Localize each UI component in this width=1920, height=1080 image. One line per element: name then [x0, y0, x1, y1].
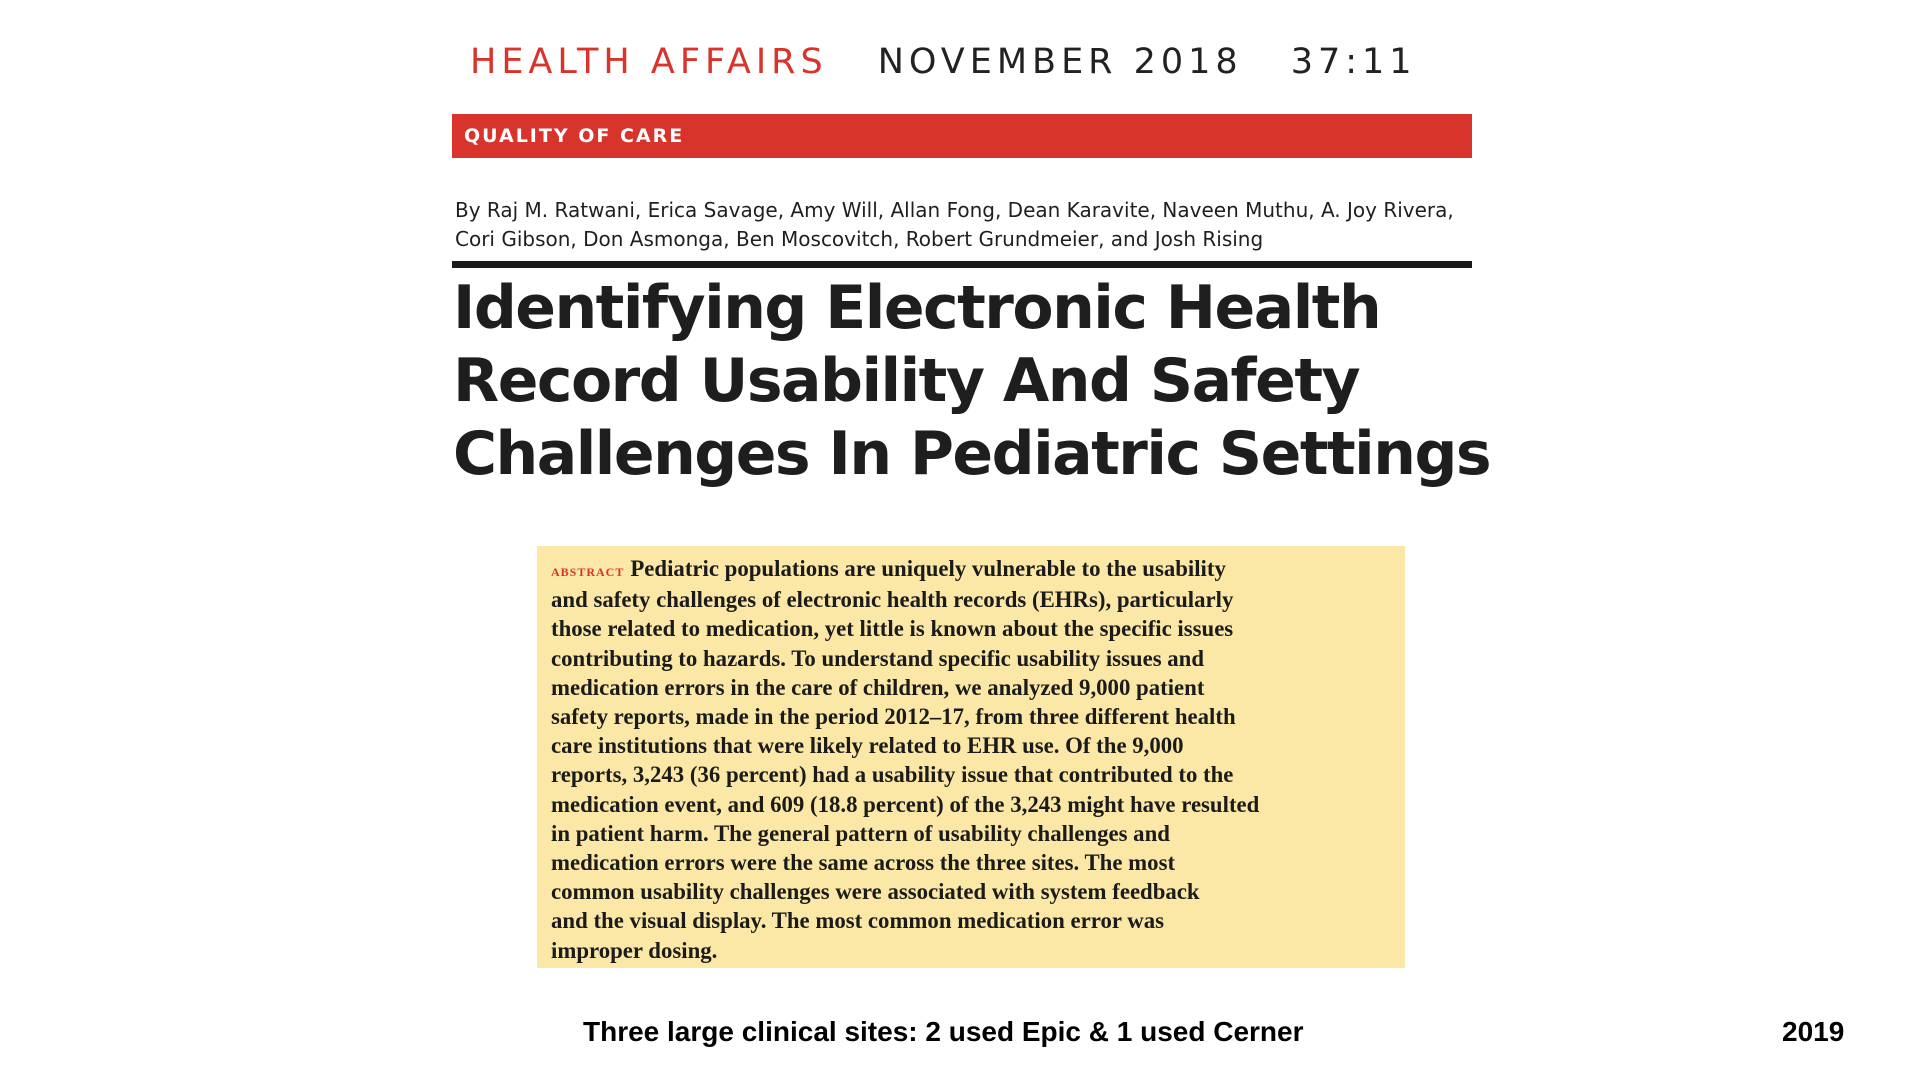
- issue-number: 37:11: [1290, 42, 1417, 82]
- author-byline: [455, 196, 1465, 254]
- title-line-3: Challenges In Pediatric Settings: [453, 419, 1491, 489]
- abstract-line: contributing to hazards. To understand specific usability issues and: [551, 645, 1205, 671]
- abstract-line: those related to medication, yet little is known about the specific issues: [551, 616, 1234, 642]
- abstract-text: [551, 554, 1401, 965]
- abstract-line: common usability challenges were associated with system feedback: [551, 879, 1200, 905]
- section-banner: [452, 114, 1472, 158]
- abstract-line: reports, 3,243 (36 percent) had a usability issue that contributed to the: [551, 762, 1234, 788]
- author-line-1: By Raj M. Ratwani, Erica Savage, Amy Will, Allan Fong, Dean Karavite, Naveen Muthu, A. Joy Rivera,: [455, 198, 1454, 222]
- abstract-line: Pediatric populations are uniquely vulnerable to the usability: [630, 556, 1226, 581]
- abstract-line: in patient harm. The general pattern of usability challenges and: [551, 820, 1170, 846]
- abstract-line: care institutions that were likely related to EHR use. Of the 9,000: [551, 733, 1184, 759]
- abstract-box: [537, 546, 1405, 968]
- abstract-line: safety reports, made in the period 2012–17, from three different health: [551, 704, 1236, 730]
- journal-name: HEALTH AFFAIRS: [470, 42, 828, 82]
- article-title: [453, 272, 1491, 491]
- section-label: QUALITY OF CARE: [464, 125, 685, 147]
- abstract-line: medication event, and 609 (18.8 percent) of the 3,243 might have resulted: [551, 791, 1260, 817]
- title-rule: [452, 261, 1472, 268]
- abstract-line: and the visual display. The most common medication error was: [551, 908, 1165, 934]
- abstract-line: medication errors were the same across the three sites. The most: [551, 850, 1176, 876]
- journal-masthead: [470, 36, 1470, 88]
- abstract-line: and safety challenges of electronic health records (EHRs), particularly: [551, 587, 1234, 613]
- title-line-1: Identifying Electronic Health: [453, 273, 1381, 343]
- issue-date: NOVEMBER 2018: [877, 42, 1243, 82]
- slide-year: 2019: [1782, 1016, 1845, 1047]
- abstract-line: improper dosing.: [551, 937, 718, 963]
- abstract-label: abstract: [551, 561, 625, 580]
- abstract-line: medication errors in the care of children, we analyzed 9,000 patient: [551, 674, 1205, 700]
- slide-caption: Three large clinical sites: 2 used Epic & 1 used Cerner: [583, 1016, 1304, 1047]
- author-line-2: Cori Gibson, Don Asmonga, Ben Moscovitch, Robert Grundmeier, and Josh Rising: [455, 227, 1264, 251]
- title-line-2: Record Usability And Safety: [453, 346, 1360, 416]
